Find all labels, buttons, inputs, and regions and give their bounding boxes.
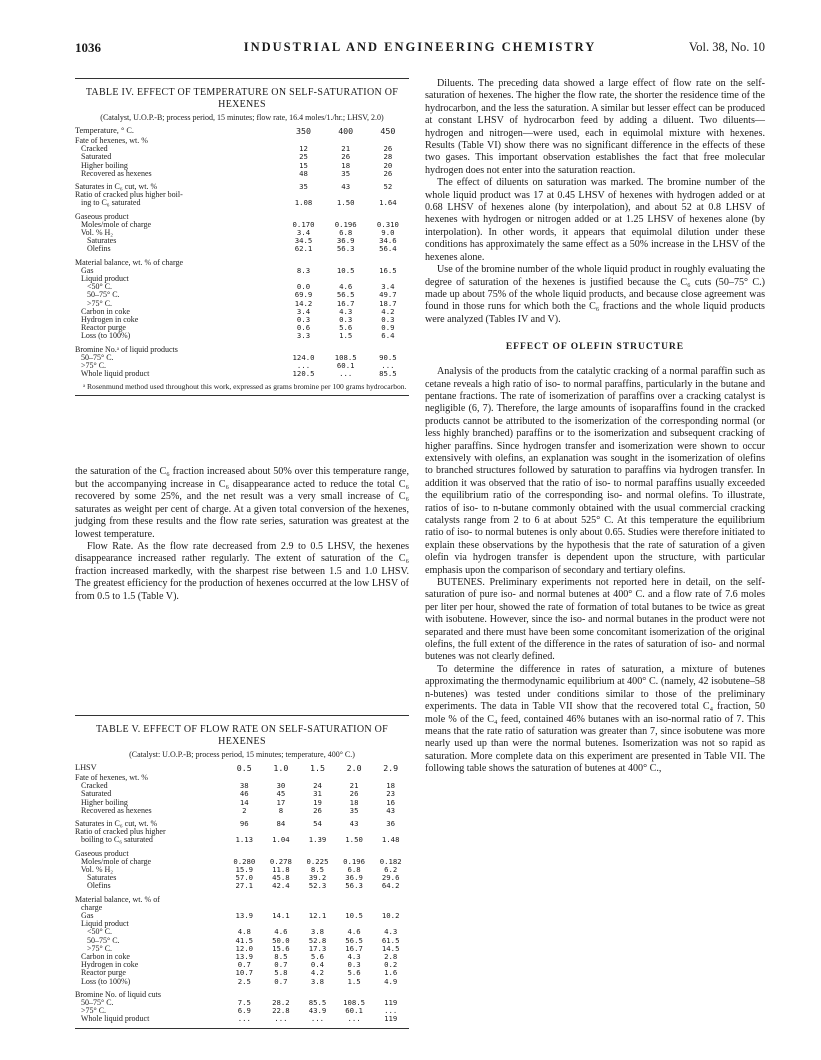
cell-value: 450 <box>380 126 396 136</box>
row-label: Whole liquid product <box>75 1014 150 1024</box>
cell-value: 62.1 <box>294 244 313 254</box>
cell-value: 16.7 <box>345 943 363 953</box>
cell-value: 26 <box>383 144 393 154</box>
cell-value: 17.3 <box>308 943 327 953</box>
cell-value: 3.8 <box>310 927 325 937</box>
cell-value: 84 <box>276 818 286 828</box>
table-row <box>75 170 409 178</box>
row-label: Saturates in C₆ cut, wt. % <box>75 818 158 828</box>
paragraph: Analysis of the products from the catalytic cracking of a normal paraffin such as cetane reveals a high ratio of iso- to normal paraffins, particularly in the butane and pentane fractions. The rate of isomerization of paraffins over a cracking catalyst is negligible (6, 7). Therefore, the large amounts of isoparaffins found in the cracked products cannot be attributed to the isomerization of the corresponding normal (or less highly branched) paraffins or to the isomerization and subsequent cracking of higher paraffins. Since hydrogen transfer and isomerization were shown to occur extensively with olefins, an explanation was sought in the isomerization of olefins to branched structures followed by saturation to paraffins via hydrogen transfer. In addition it was observed that the ratio of iso- to normal paraffins usually exceeded the equilibrium ratio of the corresponding iso- and normal olefins. To illustrate, ratios of iso- to n-butane commonly obtained with the usual commercial cracking catalysts range from 2 to 6 at about 525° C. At this temperature the equilibrium ratio of iso- to normal butenes is only about 0.65. Studies were therefore initiated to explain these observations by the hypothesis that the rate of saturation of a given olefin via hydrogen transfer is dependent upon the structure, with particular emphasis upon the comparison of secondary and tertiary olefins. <box>425 366 765 576</box>
cell-value: 108.5 <box>343 998 366 1008</box>
cell-value: 35 <box>299 182 308 192</box>
cell-value: 1.50 <box>336 198 355 208</box>
cell-value: 48 <box>299 168 308 178</box>
cell-value: 119 <box>384 998 398 1008</box>
row-label: Carbon in coke <box>75 306 130 316</box>
table-row <box>75 283 409 291</box>
cell-value: 4.8 <box>237 927 251 937</box>
cell-value: 1.5 <box>347 976 361 986</box>
cell-value: 0.7 <box>237 960 251 970</box>
paragraph: The effect of diluents on saturation was marked. The bromine number of the whole liquid product was 17 at 0.45 LHSV of hexenes with hydrogen added or at 0.68 LHSV of hexenes alone (by interpolation), and about 52 at 0.8 LHSV of hexenes with hydrogen or nitrogen added or at 1.25 LHSV of hexenes alone (by interpolation). In other words, it appears that equimolal dilution under these conditions has approximately the same effect as a 50% increase in the LHSV of the hexenes alone. <box>425 177 765 263</box>
table-row <box>75 896 409 904</box>
cell-value: 15 <box>299 160 308 170</box>
table-row <box>75 245 409 253</box>
row-label: Carbon in coke <box>75 952 130 962</box>
cell-value: 1.13 <box>235 835 254 845</box>
cell-value: 14.5 <box>381 943 400 953</box>
row-label: Saturated <box>75 152 112 162</box>
cell-value: 49.7 <box>379 290 397 300</box>
row-label: >75° C. <box>75 298 113 308</box>
cell-value: 43 <box>386 805 396 815</box>
row-label: Bromine No.ᵃ of liquid products <box>75 344 178 354</box>
cell-value: 3.8 <box>310 976 325 986</box>
table-4-title: TABLE IV. EFFECT OF TEMPERATURE ON SELF-SATURATION OF HEXENES <box>85 87 399 110</box>
cell-value: 22.8 <box>272 1006 290 1016</box>
cell-value: 36 <box>386 818 396 828</box>
row-label: >75° C. <box>75 361 107 371</box>
cell-value: 4.3 <box>339 306 353 316</box>
cell-value: 3.3 <box>296 331 311 341</box>
row-label: 50–75° C. <box>75 935 120 945</box>
table-row <box>75 237 409 245</box>
row-label: Liquid product <box>75 919 129 929</box>
cell-value: 57.0 <box>235 873 254 883</box>
cell-value: 52.8 <box>308 935 327 945</box>
table-row <box>75 291 409 299</box>
cell-value: 0.3 <box>347 960 361 970</box>
row-label: ing to C₆ saturated <box>75 198 141 208</box>
cell-value: 7.5 <box>237 998 251 1008</box>
cell-value: 400 <box>338 126 354 136</box>
cell-value: 1.5 <box>309 762 325 773</box>
row-label: Recovered as hexenes <box>75 168 152 178</box>
cell-value: 34.5 <box>294 236 313 246</box>
cell-value: 8 <box>278 805 284 815</box>
cell-value: 26 <box>341 152 351 162</box>
row-label: Saturates <box>75 236 117 246</box>
cell-value: 21 <box>349 781 359 791</box>
cell-value: 4.3 <box>384 927 398 937</box>
cell-value: 26 <box>349 789 359 799</box>
cell-value: 0.3 <box>296 315 311 325</box>
row-label: Liquid product <box>75 274 129 284</box>
row-label: LHSV <box>75 762 97 772</box>
table-5-top-rule <box>75 715 409 716</box>
left-body-text <box>75 466 409 602</box>
row-label: 50–75° C. <box>75 998 114 1008</box>
paragraph: To determine the difference in rates of saturation, a mixture of butenes approximating the thermodynamic equilibrium at 400° C. (namely, 42 isobutene–58 n-butenes) was tested under conditions similar to those of the preliminary experiments. The data in Table VII show that the recovered total C₄ fraction, 50 mole % of the C₄ feed, contained 46% butanes with an iso-normal ratio of 7. This means that the rate ratio of saturation was greater than 7, since isobutene was more nearly used up than were the normal butenes. Isomerization was not so rapid as saturation. More complete data on this experiment are presented in Table VII. The following table shows the saturation of butenes at 400° C., <box>425 663 765 775</box>
cell-value: 5.6 <box>339 323 353 333</box>
row-label: Material balance, wt. % of charge <box>75 257 184 267</box>
cell-value: 35 <box>349 805 359 815</box>
cell-value: 19 <box>313 797 322 807</box>
row-label: Loss (to 100%) <box>75 976 131 986</box>
table-5 <box>75 762 409 1024</box>
table-row <box>75 836 409 844</box>
cell-value: 25 <box>299 152 308 162</box>
cell-value: 13.9 <box>235 911 254 920</box>
table-row <box>75 137 409 145</box>
cell-value <box>299 896 336 904</box>
cell-value: 3.4 <box>296 306 311 316</box>
row-label: <50° C. <box>75 927 113 937</box>
row-label: Temperature, ° C. <box>75 126 134 135</box>
table-5-subtitle: (Catalyst: U.O.P.-B; process period, 15 minutes; temperature, 400° C.) <box>129 749 355 759</box>
cell-value: 4.3 <box>347 952 361 962</box>
cell-value: 15.6 <box>272 943 290 953</box>
row-label: Hydrogen in coke <box>75 315 139 325</box>
journal-title: INDUSTRIAL AND ENGINEERING CHEMISTRY <box>243 40 597 54</box>
cell-value: 69.9 <box>294 290 313 300</box>
cell-value: 15.9 <box>235 864 254 874</box>
cell-value: ... <box>339 369 353 379</box>
row-label: Moles/mole of charge <box>75 219 152 229</box>
cell-value: 10.2 <box>381 911 400 920</box>
cell-value: 12 <box>299 144 308 154</box>
paragraph: Use of the bromine number of the whole liquid product in roughly evaluating the degree of saturation of the hexenes is justified because the C₆ cuts (50–75° C.) made up about 75% of the whole liquid products, and because close agreement was found in those runs for which both the C₆ fractions and the whole liquid products were analyzed (Tables IV and V). <box>425 264 765 325</box>
cell-value: 5.6 <box>347 968 361 978</box>
row-label: Hydrogen in coke <box>75 960 139 970</box>
cell-value: 1.64 <box>379 198 397 208</box>
cell-value <box>336 896 373 904</box>
cell-value: 6.8 <box>339 228 353 238</box>
cell-value: 12.0 <box>235 943 254 953</box>
cell-value: ... <box>381 361 395 371</box>
cell-value: 1.04 <box>272 835 290 845</box>
row-label: 50–75° C. <box>75 352 114 362</box>
table-row <box>75 882 409 890</box>
row-label: Gas <box>75 911 94 920</box>
cell-value: 31 <box>313 789 322 799</box>
cell-value: 43 <box>341 182 351 192</box>
row-label: boiling to C₆ saturated <box>75 835 153 845</box>
row-label: Ratio of cracked plus higher <box>75 827 166 837</box>
cell-value: 0.196 <box>343 856 366 866</box>
table-row <box>75 354 409 362</box>
cell-value: 56.5 <box>345 935 363 945</box>
cell-value: 52 <box>383 182 393 192</box>
table-row <box>75 332 409 340</box>
cell-value: 21 <box>341 144 351 154</box>
row-label: Gaseous product <box>75 848 129 858</box>
cell-value: ... <box>274 1014 288 1024</box>
cell-value: 85.5 <box>308 998 327 1008</box>
cell-value: 1.39 <box>308 835 327 845</box>
cell-value: 29.6 <box>381 873 400 883</box>
cell-value: 50.0 <box>272 935 290 945</box>
cell-value: 8.5 <box>274 952 288 962</box>
row-label: Higher boiling <box>75 160 128 170</box>
cell-value: 30 <box>276 781 286 791</box>
row-label: 50–75° C. <box>75 290 120 300</box>
cell-value: 0.225 <box>306 856 329 866</box>
table-row <box>75 807 409 815</box>
left-column <box>75 78 409 1029</box>
cell-value <box>226 896 263 904</box>
cell-value: 16.5 <box>379 265 397 275</box>
cell-value: 0.7 <box>274 960 288 970</box>
cell-value: 10.5 <box>336 265 355 275</box>
paragraph-flow-rate: Flow Rate. As the flow rate decreased from 2.9 to 0.5 LHSV, the hexenes disappearance increased rather regularly. The extent of saturation of the C₆ fraction increased markedly, with the sharpest rise between 1.5 and 1.0 LHSV. The greatest efficiency for the production of hexenes occurred at the low LHSV of from 0.5 to 1.5 (Table V). <box>75 540 409 602</box>
cell-value: 54 <box>313 818 322 828</box>
cell-value: 18 <box>349 797 359 807</box>
table-row <box>75 978 409 986</box>
row-label: Olefins <box>75 881 111 891</box>
cell-value: 2 <box>242 805 247 815</box>
row-label: Cracked <box>75 144 108 154</box>
cell-value: 46 <box>239 789 249 799</box>
row-label: Saturates in C₆ cut, wt. % <box>75 182 158 192</box>
cell-value: 2.0 <box>346 762 362 773</box>
cell-value: 8.5 <box>310 864 325 874</box>
cell-value: 42.4 <box>272 881 290 891</box>
cell-value: 14.2 <box>294 298 313 308</box>
table-row <box>75 229 409 237</box>
cell-value: ... <box>347 1014 361 1024</box>
row-label: Vol. % H₂ <box>75 228 114 238</box>
cell-value: 60.1 <box>336 361 355 371</box>
cell-value: 45.8 <box>272 873 290 883</box>
cell-value: 4.2 <box>381 306 395 316</box>
table-row <box>75 275 409 283</box>
cell-value: 6.2 <box>384 864 398 874</box>
cell-value: 1.5 <box>339 331 353 341</box>
table-4-subtitle: (Catalyst, U.O.P.-B; process period, 15 minutes; flow rate, 16.4 moles/1./hr.; LHSV, 2.0) <box>100 113 384 122</box>
cell-value: ... <box>237 1014 251 1024</box>
cell-value: 6.8 <box>347 864 361 874</box>
cell-value: 1.08 <box>294 198 313 208</box>
cell-value: 3.4 <box>381 282 395 292</box>
row-label: Olefins <box>75 244 111 254</box>
cell-value: 36.9 <box>336 236 355 246</box>
cell-value: ... <box>384 1006 398 1016</box>
cell-value: 8.3 <box>296 265 311 275</box>
row-label: Higher boiling <box>75 797 128 807</box>
table-5-title: TABLE V. EFFECT OF FLOW RATE ON SELF-SATURATION OF HEXENES <box>95 723 389 747</box>
cell-value: 12.1 <box>308 911 327 920</box>
page-header <box>75 40 765 60</box>
paragraph-diluents: Diluents. The preceding data showed a large effect of flow rate on the self-saturation of hexenes. The higher the flow rate, the shorter the residence time of the hydrocarbon, and the less the saturation. A similar but lesser effect can be produced at constant LHSV of hydrocarbon feed by adding a diluent. Two diluents—hydrogen and nitrogen—were used, each in equimolal mixture with hexenes. Results (Table VI) show there was no significant difference in the effects of these two gases. This important observation establishes the fact that free molecular hydrogen does not enter into the saturation reaction. <box>425 78 765 176</box>
cell-value: 10.5 <box>345 911 363 920</box>
cell-value: 9.0 <box>381 228 395 238</box>
right-body-text-1 <box>425 78 765 326</box>
cell-value: 3.4 <box>296 228 311 238</box>
cell-value: 28.2 <box>272 998 290 1008</box>
cell-value: 1.48 <box>381 835 400 845</box>
cell-value: 0.182 <box>379 856 402 866</box>
cell-value: 13.9 <box>235 952 254 962</box>
cell-value: 60.1 <box>345 1006 363 1016</box>
cell-value: 0.310 <box>376 219 399 229</box>
cell-value: 27.1 <box>235 881 254 891</box>
cell-value: 1.0 <box>273 762 289 773</box>
cell-value: 0.9 <box>381 323 395 333</box>
cell-value: ... <box>296 361 311 371</box>
cell-value: 10.7 <box>235 968 254 978</box>
table-4 <box>75 125 409 378</box>
cell-value: 35 <box>341 168 351 178</box>
cell-value: 18 <box>341 160 351 170</box>
cell-value: 43 <box>349 818 359 828</box>
cell-value: 0.278 <box>269 856 292 866</box>
paragraph-butenes: BUTENES. Preliminary experiments not reported here in detail, on the self-saturation of pure iso- and normal butenes at 400° C. and a flow rate of 7.6 moles per liter per hour, showed the rate of formation of total butanes to be twice as great with isobutene. However, since the iso- and normal butanes in the product were not separated and there must have been some concomitant isomerization of the original olefins, the full extent of the difference in the rates of saturation of iso- and normal butenes was not clearly defined. <box>425 577 765 663</box>
cell-value: 64.2 <box>381 881 400 891</box>
row-label: Recovered as hexenes <box>75 805 152 815</box>
cell-value: 0.7 <box>274 976 288 986</box>
cell-value: 14 <box>239 797 249 807</box>
row-label: Reactor purge <box>75 323 126 333</box>
cell-value: 2.8 <box>384 952 398 962</box>
cell-value: 350 <box>296 126 312 136</box>
row-label: Material balance, wt. % of <box>75 894 160 904</box>
cell-value: 17 <box>276 797 286 807</box>
cell-value: 0.3 <box>381 315 395 325</box>
cell-value: 0.5 <box>236 762 252 773</box>
cell-value: 43.9 <box>308 1006 327 1016</box>
cell-value <box>372 896 409 904</box>
table-row <box>75 145 409 153</box>
cell-value: 124.0 <box>292 352 315 362</box>
table-row <box>75 199 409 207</box>
cell-value: 0.6 <box>296 323 311 333</box>
cell-value: 90.5 <box>379 352 397 362</box>
cell-value: 24 <box>313 781 322 791</box>
cell-value: 2.9 <box>383 762 399 773</box>
row-label: Cracked <box>75 781 108 791</box>
row-label: Gas <box>75 265 94 275</box>
cell-value: 36.9 <box>345 873 363 883</box>
row-label: Fate of hexenes, wt. % <box>75 772 148 782</box>
cell-value: 0.3 <box>339 315 353 325</box>
row-label: Gaseous product <box>75 211 129 221</box>
cell-value: 28 <box>383 152 393 162</box>
row-label: Saturates <box>75 873 117 883</box>
cell-value: 18 <box>386 781 396 791</box>
cell-value: 1.50 <box>345 835 363 845</box>
cell-value: 56.3 <box>336 244 355 254</box>
cell-value: 6.4 <box>381 331 395 341</box>
cell-value: 56.5 <box>336 290 355 300</box>
row-label: charge <box>75 902 103 912</box>
table-4-footnote: ᵃ Rosenmund method used throughout this work, expressed as grams bromine per 100 grams hydrocarbon. <box>83 382 407 392</box>
section-heading: EFFECT OF OLEFIN STRUCTURE <box>505 342 685 353</box>
cell-value: ... <box>310 1014 325 1024</box>
row-label: Moles/mole of charge <box>75 856 152 866</box>
cell-value: 61.5 <box>381 935 400 945</box>
cell-value: 5.8 <box>274 968 288 978</box>
table-row <box>75 1015 409 1023</box>
cell-value: 6.9 <box>237 1006 251 1016</box>
cell-value: 45 <box>276 789 286 799</box>
cell-value: 4.6 <box>274 927 288 937</box>
row-label: Whole liquid product <box>75 369 150 379</box>
table-row <box>75 346 409 354</box>
cell-value: 38 <box>239 781 249 791</box>
row-label: Ratio of cracked plus higher boil- <box>75 190 183 200</box>
cell-value: 16.7 <box>336 298 355 308</box>
row-label: Fate of hexenes, wt. % <box>75 136 148 145</box>
cell-value: 18.7 <box>379 298 397 308</box>
cell-value: 56.4 <box>379 244 397 254</box>
cell-value: 23 <box>386 789 396 799</box>
row-label: >75° C. <box>75 1006 107 1016</box>
row-label: >75° C. <box>75 943 113 953</box>
table-row <box>75 221 409 229</box>
cell-value: 120.5 <box>292 369 315 379</box>
row-label: Saturated <box>75 789 112 799</box>
row-label: <50° C. <box>75 282 113 292</box>
cell-value: 0.0 <box>296 282 311 292</box>
cell-value: 4.6 <box>339 282 353 292</box>
cell-value: 0.196 <box>334 219 357 229</box>
cell-value: 108.5 <box>334 352 357 362</box>
row-label: Vol. % H₂ <box>75 864 114 874</box>
cell-value: 26 <box>383 168 393 178</box>
table-4-top-rule <box>75 78 409 79</box>
cell-value: 11.8 <box>272 864 290 874</box>
cell-value: 56.3 <box>345 881 363 891</box>
cell-value: 16 <box>386 797 396 807</box>
cell-value: 20 <box>383 160 393 170</box>
table-5-bottom-rule <box>75 1028 409 1029</box>
cell-value: 2.5 <box>237 976 251 986</box>
cell-value: 85.5 <box>379 369 397 379</box>
cell-value: 39.2 <box>308 873 327 883</box>
cell-value: 52.3 <box>308 881 327 891</box>
cell-value: 0.4 <box>310 960 325 970</box>
cell-value: 0.280 <box>233 856 256 866</box>
table-row <box>75 370 409 378</box>
table-row <box>75 259 409 267</box>
cell-value: 4.2 <box>310 968 325 978</box>
right-column <box>425 78 765 776</box>
cell-value: 96 <box>239 818 249 828</box>
row-label: Loss (to 100%) <box>75 331 131 341</box>
cell-value: 34.6 <box>379 236 397 246</box>
row-label: Reactor purge <box>75 968 126 978</box>
cell-value: 41.5 <box>235 935 254 945</box>
cell-value: 4.9 <box>384 976 398 986</box>
cell-value: 5.6 <box>310 952 325 962</box>
cell-value: 0.2 <box>384 960 398 970</box>
table-4-bottom-rule <box>75 395 409 396</box>
cell-value: 0.170 <box>292 219 315 229</box>
row-label: Bromine No. of liquid cuts <box>75 989 161 999</box>
cell-value: 14.1 <box>272 911 290 920</box>
cell-value: 4.6 <box>347 927 361 937</box>
page-number: 1036 <box>75 40 101 55</box>
paragraph: the saturation of the C₆ fraction increased about 50% over this temperature range, but the accompanying increase in C₆ disappearance acted to reduce the total C₆ recovered by some 25%, and the net result was a very small increase of C₆ saturates as weight per cent of charge. At a given total conversion of the hexenes, judging from these results and the flow rate series, saturation was greatest at the lowest temperature. <box>75 466 409 540</box>
right-body-text-2 <box>425 366 765 775</box>
cell-value: 26 <box>313 805 322 815</box>
volume-info: Vol. 38, No. 10 <box>688 40 765 54</box>
cell-value: 1.6 <box>384 968 398 978</box>
cell-value <box>263 896 300 904</box>
cell-value: 119 <box>384 1014 398 1024</box>
